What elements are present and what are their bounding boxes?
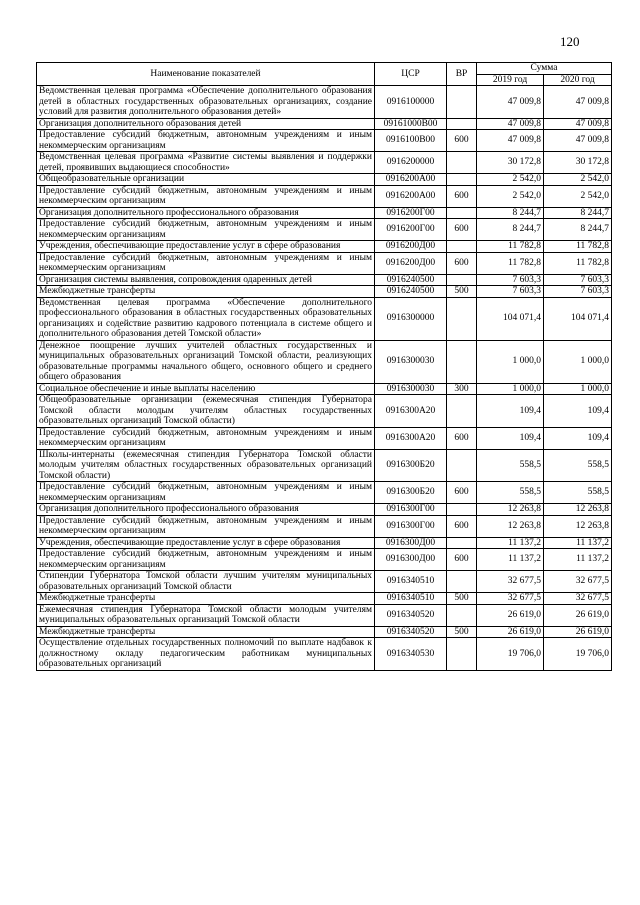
row-name: Организация дополнительного профессионального образования [37, 207, 375, 219]
table-row [37, 571, 612, 593]
row-csr-code: 0916300Д00 [375, 537, 447, 549]
table-row [37, 482, 612, 504]
row-vr-code: 600 [447, 252, 477, 274]
table-row [37, 626, 612, 638]
row-sum-2020: 26 619,0 [544, 604, 612, 626]
table-body [37, 86, 612, 671]
table-row [37, 174, 612, 186]
row-sum-2020: 11 137,2 [544, 537, 612, 549]
row-name: Учреждения, обеспечивающие предоставление услуг в сфере образования [37, 241, 375, 253]
row-csr-code: 0916100В00 [375, 130, 447, 152]
row-vr-code: 600 [447, 549, 477, 571]
row-csr-code: 0916200А00 [375, 174, 447, 186]
row-sum-2019: 109,4 [477, 395, 544, 428]
row-sum-2019: 47 009,8 [477, 118, 544, 130]
row-sum-2019: 11 782,8 [477, 252, 544, 274]
row-name: Денежное поощрение лучших учителей областных государственных и муниципальных образовательных организаций Томской области, реализующих образовательные программы начального общего, основного общего и среднего общего образования [37, 340, 375, 383]
row-sum-2020: 47 009,8 [544, 130, 612, 152]
row-sum-2020: 11 782,8 [544, 241, 612, 253]
row-csr-code: 09161000В00 [375, 118, 447, 130]
row-sum-2019: 11 137,2 [477, 537, 544, 549]
row-sum-2020: 12 263,8 [544, 515, 612, 537]
row-vr-code: 300 [447, 383, 477, 395]
row-sum-2019: 26 619,0 [477, 626, 544, 638]
row-name: Предоставление субсидий бюджетным, автономным учреждениям и иным некоммерческим организациям [37, 252, 375, 274]
row-csr-code: 0916300Б20 [375, 449, 447, 482]
row-csr-code: 0916340510 [375, 571, 447, 593]
table-row [37, 274, 612, 286]
row-name: Организация дополнительного профессионального образования [37, 504, 375, 516]
row-sum-2020: 558,5 [544, 482, 612, 504]
row-sum-2019: 1 000,0 [477, 383, 544, 395]
row-csr-code: 0916300030 [375, 383, 447, 395]
row-vr-code [447, 537, 477, 549]
row-sum-2020: 1 000,0 [544, 340, 612, 383]
row-sum-2020: 11 137,2 [544, 549, 612, 571]
table-row [37, 185, 612, 207]
table-row [37, 549, 612, 571]
row-name: Ежемесячная стипендия Губернатора Томской области молодым учителям муниципальных образовательных организаций Томской области [37, 604, 375, 626]
row-sum-2019: 2 542,0 [477, 174, 544, 186]
row-sum-2020: 8 244,7 [544, 207, 612, 219]
row-csr-code: 0916300А20 [375, 395, 447, 428]
row-name: Социальное обеспечение и иные выплаты населению [37, 383, 375, 395]
table-row [37, 219, 612, 241]
row-csr-code: 0916300А20 [375, 427, 447, 449]
row-sum-2020: 109,4 [544, 395, 612, 428]
table-row [37, 593, 612, 605]
row-name: Межбюджетные трансферты [37, 286, 375, 298]
budget-table [36, 62, 612, 671]
header-sum: Сумма [477, 63, 612, 75]
row-sum-2020: 47 009,8 [544, 86, 612, 119]
row-name: Предоставление субсидий бюджетным, автономным учреждениям и иным некоммерческим организациям [37, 185, 375, 207]
row-sum-2020: 26 619,0 [544, 626, 612, 638]
row-vr-code [447, 86, 477, 119]
row-name: Стипендии Губернатора Томской области лучшим учителям муниципальных образовательных организаций Томской области [37, 571, 375, 593]
row-vr-code: 600 [447, 185, 477, 207]
row-sum-2019: 104 071,4 [477, 297, 544, 340]
row-csr-code: 0916340530 [375, 638, 447, 671]
row-sum-2020: 2 542,0 [544, 185, 612, 207]
row-csr-code: 0916240500 [375, 274, 447, 286]
row-vr-code [447, 504, 477, 516]
row-sum-2019: 2 542,0 [477, 185, 544, 207]
row-sum-2020: 8 244,7 [544, 219, 612, 241]
header-csr: ЦСР [375, 63, 447, 86]
row-sum-2020: 1 000,0 [544, 383, 612, 395]
table-row [37, 515, 612, 537]
table-row [37, 241, 612, 253]
row-sum-2019: 12 263,8 [477, 515, 544, 537]
row-name: Ведомственная целевая программа «Обеспечение дополнительного профессионального образования в областных государственных образовательных организациях и содействие развитию кадрового потенциала в системе общего и дополнительного образования детей Томской области» [37, 297, 375, 340]
row-sum-2019: 8 244,7 [477, 207, 544, 219]
row-vr-code [447, 638, 477, 671]
row-csr-code: 0916200А00 [375, 185, 447, 207]
row-csr-code: 0916240500 [375, 286, 447, 298]
row-vr-code [447, 207, 477, 219]
row-vr-code: 600 [447, 219, 477, 241]
row-sum-2019: 109,4 [477, 427, 544, 449]
row-sum-2020: 7 603,3 [544, 286, 612, 298]
row-csr-code: 0916300Д00 [375, 549, 447, 571]
row-csr-code: 0916340520 [375, 626, 447, 638]
header-vr: ВР [447, 63, 477, 86]
table-row [37, 297, 612, 340]
row-vr-code: 600 [447, 482, 477, 504]
row-vr-code: 600 [447, 515, 477, 537]
row-name: Организация системы выявления, сопровождения одаренных детей [37, 274, 375, 286]
row-name: Ведомственная целевая программа «Развитие системы выявления и поддержки детей, проявивших выдающиеся способности» [37, 152, 375, 174]
table-row [37, 152, 612, 174]
row-csr-code: 0916300030 [375, 340, 447, 383]
row-name: Межбюджетные трансферты [37, 626, 375, 638]
row-name: Предоставление субсидий бюджетным, автономным учреждениям и иным некоммерческим организациям [37, 219, 375, 241]
page-number: 120 [560, 34, 580, 49]
row-name: Школы-интернаты (ежемесячная стипендия Губернатора Томской области молодым учителям областных государственных образовательных организаций Томской области) [37, 449, 375, 482]
table-row [37, 537, 612, 549]
row-sum-2020: 11 782,8 [544, 252, 612, 274]
row-sum-2020: 7 603,3 [544, 274, 612, 286]
row-csr-code: 0916300Б20 [375, 482, 447, 504]
row-sum-2019: 19 706,0 [477, 638, 544, 671]
row-name: Организация дополнительного образования детей [37, 118, 375, 130]
row-sum-2019: 7 603,3 [477, 274, 544, 286]
row-csr-code: 0916200Г00 [375, 207, 447, 219]
row-sum-2019: 32 677,5 [477, 571, 544, 593]
table-row [37, 604, 612, 626]
row-vr-code [447, 604, 477, 626]
table-row [37, 449, 612, 482]
header-year-2020: 2020 год [544, 74, 612, 86]
row-sum-2019: 558,5 [477, 449, 544, 482]
row-name: Предоставление субсидий бюджетным, автономным учреждениям и иным некоммерческим организациям [37, 427, 375, 449]
row-sum-2019: 11 782,8 [477, 241, 544, 253]
table-row [37, 395, 612, 428]
row-csr-code: 0916200000 [375, 152, 447, 174]
row-name: Общеобразовательные организации (ежемесячная стипендия Губернатора Томской области молодым учителям областных государственных образовательных организаций Томской области) [37, 395, 375, 428]
table-row [37, 340, 612, 383]
row-csr-code: 0916200Д00 [375, 252, 447, 274]
row-sum-2020: 558,5 [544, 449, 612, 482]
row-vr-code [447, 274, 477, 286]
row-name: Общеобразовательные организации [37, 174, 375, 186]
row-vr-code: 600 [447, 130, 477, 152]
row-sum-2020: 104 071,4 [544, 297, 612, 340]
row-csr-code: 0916200Д00 [375, 241, 447, 253]
table-row [37, 383, 612, 395]
row-vr-code [447, 395, 477, 428]
row-sum-2020: 19 706,0 [544, 638, 612, 671]
row-sum-2019: 47 009,8 [477, 86, 544, 119]
row-name: Ведомственная целевая программа «Обеспечение дополнительного образования детей в областных государственных образовательных организациях, создание условий для развития дополнительного образования детей» [37, 86, 375, 119]
row-csr-code: 0916100000 [375, 86, 447, 119]
table-row [37, 427, 612, 449]
row-csr-code: 0916300Г00 [375, 504, 447, 516]
row-sum-2019: 30 172,8 [477, 152, 544, 174]
row-sum-2020: 47 009,8 [544, 118, 612, 130]
row-sum-2020: 32 677,5 [544, 593, 612, 605]
row-vr-code [447, 340, 477, 383]
row-csr-code: 0916340520 [375, 604, 447, 626]
row-name: Предоставление субсидий бюджетным, автономным учреждениям и иным некоммерческим организациям [37, 130, 375, 152]
row-csr-code: 0916300000 [375, 297, 447, 340]
row-vr-code: 500 [447, 626, 477, 638]
table-row [37, 207, 612, 219]
row-sum-2019: 558,5 [477, 482, 544, 504]
header-year-2019: 2019 год [477, 74, 544, 86]
table-row [37, 130, 612, 152]
row-csr-code: 0916340510 [375, 593, 447, 605]
row-sum-2020: 30 172,8 [544, 152, 612, 174]
row-vr-code [447, 152, 477, 174]
table-row [37, 118, 612, 130]
row-sum-2019: 47 009,8 [477, 130, 544, 152]
row-name: Межбюджетные трансферты [37, 593, 375, 605]
table-row [37, 638, 612, 671]
row-sum-2019: 7 603,3 [477, 286, 544, 298]
row-vr-code [447, 297, 477, 340]
row-sum-2020: 12 263,8 [544, 504, 612, 516]
row-vr-code [447, 174, 477, 186]
row-name: Осуществление отдельных государственных полномочий по выплате надбавок к должностному окладу педагогическим работникам муниципальных образовательных организаций [37, 638, 375, 671]
row-name: Предоставление субсидий бюджетным, автономным учреждениям и иным некоммерческим организациям [37, 482, 375, 504]
row-name: Предоставление субсидий бюджетным, автономным учреждениям и иным некоммерческим организациям [37, 515, 375, 537]
row-csr-code: 0916300Г00 [375, 515, 447, 537]
row-sum-2019: 26 619,0 [477, 604, 544, 626]
row-sum-2019: 8 244,7 [477, 219, 544, 241]
row-vr-code: 500 [447, 593, 477, 605]
row-sum-2020: 2 542,0 [544, 174, 612, 186]
table-header-row [37, 63, 612, 75]
row-vr-code: 600 [447, 427, 477, 449]
table-row [37, 504, 612, 516]
table-row [37, 86, 612, 119]
row-vr-code [447, 118, 477, 130]
row-sum-2019: 32 677,5 [477, 593, 544, 605]
row-sum-2020: 32 677,5 [544, 571, 612, 593]
row-name: Предоставление субсидий бюджетным, автономным учреждениям и иным некоммерческим организациям [37, 549, 375, 571]
row-name: Учреждения, обеспечивающие предоставление услуг в сфере образования [37, 537, 375, 549]
row-vr-code [447, 571, 477, 593]
row-vr-code: 500 [447, 286, 477, 298]
row-sum-2019: 11 137,2 [477, 549, 544, 571]
header-name: Наименование показателей [37, 63, 375, 86]
row-sum-2020: 109,4 [544, 427, 612, 449]
table-row [37, 252, 612, 274]
row-csr-code: 0916200Г00 [375, 219, 447, 241]
row-sum-2019: 1 000,0 [477, 340, 544, 383]
table-row [37, 286, 612, 298]
row-sum-2019: 12 263,8 [477, 504, 544, 516]
row-vr-code [447, 241, 477, 253]
row-vr-code [447, 449, 477, 482]
